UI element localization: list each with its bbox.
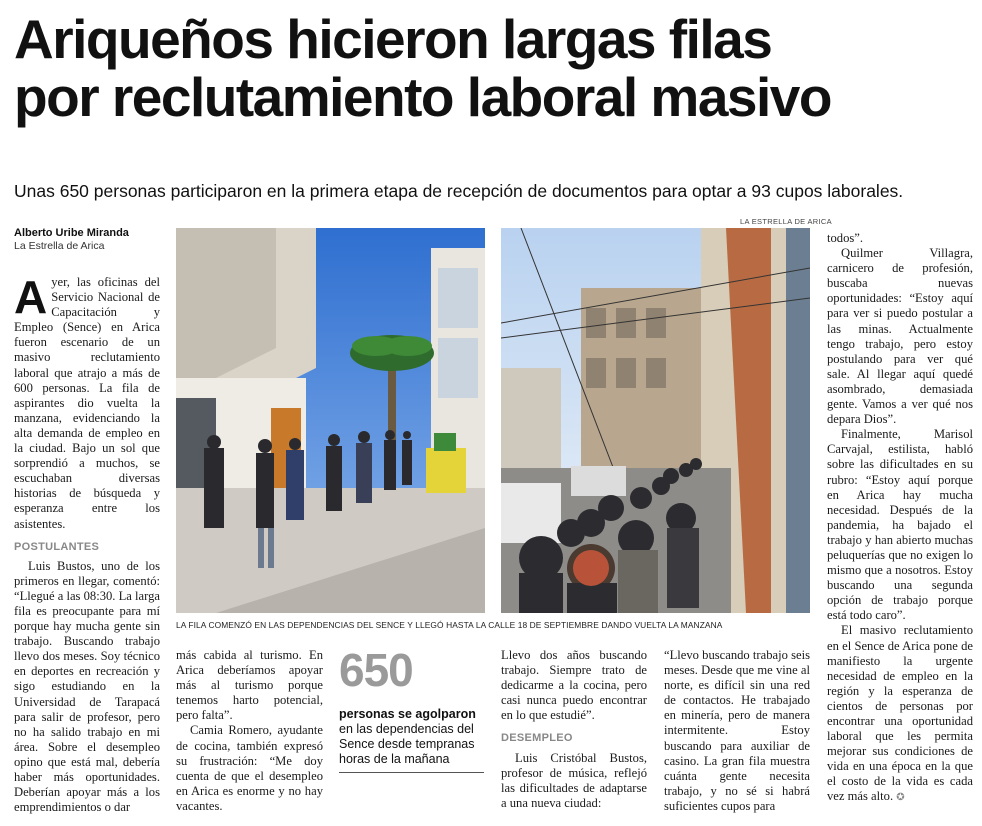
pull-quote-rest: en las dependencias del Sence desde tempranas horas de la mañana	[339, 722, 475, 766]
paragraph-turismo: más cabida al turismo. En Arica deberíamos apoyar más al turismo porque tenemos harto potencial, pero falta”.	[176, 648, 323, 723]
end-mark-icon: ✪	[896, 792, 905, 804]
pull-quote-number: 650	[339, 644, 413, 696]
headline-line-2: por reclutamiento laboral masivo	[14, 66, 831, 128]
byline-author: Alberto Uribe Miranda	[14, 227, 129, 239]
byline-organization: La Estrella de Arica	[14, 240, 105, 252]
paragraph-todos: todos”.	[827, 231, 864, 245]
photo-caption: LA FILA COMENZÓ EN LAS DEPENDENCIAS DEL SENCE Y LLEGÓ HASTA LA CALLE 18 DE SEPTIEMBRE DANDO VUELTA LA MANZANA	[176, 620, 723, 630]
photo-sence-queue	[176, 228, 485, 613]
photo-street-line-illustration	[501, 228, 810, 613]
subhead-postulantes: POSTULANTES	[14, 540, 100, 553]
headline-line-1: Ariqueños hicieron largas filas	[14, 8, 772, 70]
paragraph-cocina: Llevo dos años buscando trabajo. Siempre trato de dedicarme a la cocina, pero casi nunca puedo encontrar en lo que estudié”.	[501, 648, 647, 723]
drop-cap: A	[14, 271, 48, 323]
lead-paragraph	[14, 271, 160, 532]
deck-subtitle: Unas 650 personas participaron en la primera etapa de recepción de documentos para optar a 93 cupos laborales.	[14, 181, 904, 201]
article-column-2	[176, 648, 323, 814]
headline	[14, 10, 974, 126]
conclusion-text: El masivo reclutamiento en el Sence de Arica pone de manifiesto la urgente necesidad de empleo en la región y la esperanza de cientos de personas por encontrar una oportunidad laboral que les permita mejorar sus condiciones de vida en una época en la que el costo de la vida es cada vez más alto.	[827, 623, 973, 804]
paragraph-seis-meses: “Llevo buscando trabajo seis meses. Desde que me vine al norte, es difícil sin una red de contactos. He trabajado en minería, pero de manera intermitente. Estoy buscando para auxiliar de casino. La gran fila muestra cuánta gente necesita trabajo, y no sé si habrá suficientes cupos para	[664, 648, 810, 813]
paragraph-luis-cristobal: Luis Cristóbal Bustos, profesor de música, reflejó las dificultades de adaptarse a una nueva ciudad:	[501, 750, 647, 810]
paragraph-marisol-carvajal: Finalmente, Marisol Carvajal, estilista, habló sobre las dificultades en su rubro: “Estoy aquí porque en Arica hay mucha necesidad. Después de la pandemia, ha bajado el trabajo y han abierto muchas peluquerías que no exigen lo mismo que a nosotros. Estoy buscando una segunda opción de trabajo porque está todo caro”.	[827, 427, 973, 623]
paragraph-luis-bustos: Luis Bustos, uno de los primeros en llegar, comentó: “Llegué a las 08:30. La larga fila es preocupante para mí porque hay mucha gente sin trabajo. Buscando trabajo llevo dos meses. Soy técnico en deportes en recreación y sigo estudiando en la Universidad de Tarapacá para salir de profesor, pero no ha salido trabajo en mi área. Sobre el desempleo opino que está mal, debería haber más oportunidades. Deberían apoyar más a los emprendimientos o dar	[14, 558, 160, 815]
article-column-1	[14, 271, 160, 815]
lead-text: yer, las oficinas del Servicio Nacional de Capacitación y Empleo (Sence) en Arica fueron escenario de un masivo reclutamiento laboral que atrajo a más de 600 personas. La fila de aspirantes dio vuelta la manzana, evidenciando la alta demanda de empleo en la ciudad. Bajo un sol que sorprendió a muchos, se escuchaban diversas historias de búsqueda y esperanza entre los asistentes.	[14, 275, 160, 531]
paragraph-conclusion	[827, 623, 973, 805]
article-column-4	[501, 648, 647, 811]
photo-street-line	[501, 228, 810, 613]
article-column-6	[827, 231, 973, 806]
article-column-5	[664, 648, 810, 814]
pull-quote-rule	[339, 772, 484, 773]
pull-quote-bold: personas se agolparon	[339, 707, 476, 721]
paragraph-quilmer-villagra: Quilmer Villagra, carnicero de profesión, buscaba nuevas oportunidades: “Estoy aquí para ver si puedo postular a las minas. Actualmente tengo trabajo, pero estoy postulando para ver qué sale. Al llegar aquí quedé asombrado, demasiada gente. Vamos a ver qué nos depara Dios”.	[827, 246, 973, 427]
pull-quote-text	[339, 707, 489, 767]
subhead-desempleo: DESEMPLEO	[501, 732, 573, 745]
photo-sence-queue-illustration	[176, 228, 485, 613]
photo-credit: LA ESTRELLA DE ARICA	[740, 217, 832, 226]
paragraph-camia-romero: Camia Romero, ayudante de cocina, también expresó su frustración: “Me doy cuenta de que el desempleo en Arica es enorme y no hay vacantes.	[176, 723, 323, 813]
